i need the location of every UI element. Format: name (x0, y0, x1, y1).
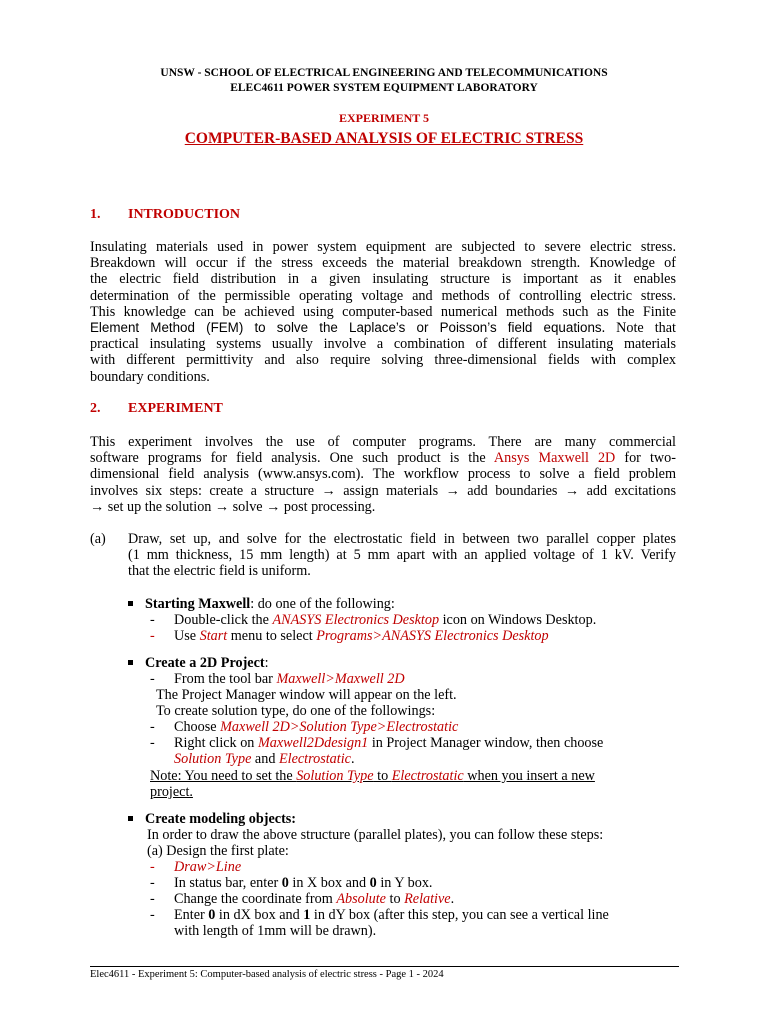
menu-reference: Electrostatic (391, 768, 464, 784)
starting-maxwell-bullet (128, 596, 395, 613)
step-line (150, 875, 432, 892)
note-text: when you insert a new (463, 768, 595, 784)
section-introduction-heading (90, 207, 240, 223)
step-line (174, 751, 355, 768)
paragraph-line: involves six steps: create a structure → assign materials → add boundaries → add excitations (90, 482, 676, 499)
section-experiment-heading (90, 401, 223, 417)
step-text: Double-click the (174, 612, 273, 628)
section-title: EXPERIMENT (128, 401, 223, 416)
step-text: Right click on (174, 735, 258, 751)
step-text: Choose (174, 719, 221, 735)
menu-reference: Solution Type (174, 751, 252, 767)
dash-marker: - (150, 859, 155, 875)
square-bullet-icon (128, 601, 133, 606)
dash-marker: - (150, 628, 155, 644)
step-line (150, 907, 609, 924)
paragraph-fragment: . Note that (601, 320, 676, 337)
ansys-maxwell-link: Ansys Maxwell 2D (493, 450, 616, 467)
note-text: to (373, 768, 392, 784)
step-text: in Project Manager window, then choose (368, 735, 604, 751)
bullet-title: Create modeling objects: (145, 811, 297, 827)
square-bullet-icon (128, 660, 133, 665)
section-title: INTRODUCTION (128, 207, 241, 222)
step-text: and (251, 751, 279, 767)
dash-marker: - (150, 612, 155, 628)
item-a-text (128, 531, 676, 580)
paragraph-line (90, 450, 676, 466)
fem-phrase: Element Method (FEM) to solve the Laplace’s or Poisson’s field equations (90, 320, 602, 336)
step-line (150, 859, 241, 876)
paragraph-line: determination of the permissible operating voltage and methods of controlling electric stress. (90, 287, 676, 304)
menu-reference: Start (199, 628, 228, 644)
step-value: 1 (303, 907, 311, 923)
step-line (150, 612, 596, 629)
section-number: 2. (90, 401, 101, 416)
page-footer: Elec4611 - Experiment 5: Computer-based analysis of electric stress - Page 1 - 2024 (90, 969, 444, 980)
step-line: with length of 1mm will be drawn). (174, 923, 377, 939)
paragraph-fragment: for two- (615, 450, 676, 467)
menu-reference: Absolute (336, 891, 386, 907)
step-value: 0 (208, 907, 216, 923)
paragraph-fragment: software programs for field analysis. One such product is the (90, 450, 494, 467)
step-text: icon on Windows Desktop. (439, 612, 597, 628)
paragraph-line: the electric field distribution in a given insulating structure is important as it enables (90, 271, 676, 288)
item-line: Draw, set up, and solve for the electrostatic field in between two parallel copper plates (128, 531, 676, 547)
paragraph-line (90, 320, 676, 336)
create-modeling-objects-bullet (128, 811, 296, 828)
dash-marker: - (150, 891, 155, 907)
note-text: Note: You need to set the (150, 768, 297, 784)
menu-reference: Draw>Line (174, 859, 242, 875)
menu-reference: Programs>ANASYS Electronics Desktop (316, 628, 549, 644)
bullet-title: Create a 2D Project (145, 655, 265, 671)
footer-divider (90, 966, 679, 967)
step-text: From the tool bar (174, 671, 277, 687)
school-header: UNSW - SCHOOL OF ELECTRICAL ENGINEERING AND TELECOMMUNICATIONS (160, 67, 608, 79)
paragraph-line: dimensional field analysis (www.ansys.com). The workflow process to solve a field problem (90, 466, 676, 483)
step-line: The Project Manager window will appear on the left. (156, 687, 457, 703)
create-2d-project-bullet (128, 655, 269, 672)
note-line: project. (150, 784, 193, 800)
item-line: that the electric field is uniform. (128, 563, 311, 580)
dash-marker: - (150, 671, 155, 687)
bullet-title: Starting Maxwell (145, 596, 251, 612)
menu-reference: Maxwell>Maxwell 2D (276, 671, 405, 687)
step-value: 0 (369, 875, 377, 891)
menu-reference: Maxwell 2D>Solution Type>Electrostatic (220, 719, 459, 735)
step-line: In order to draw the above structure (parallel plates), you can follow these steps: (147, 827, 604, 843)
experiment-title: COMPUTER-BASED ANALYSIS OF ELECTRIC STRESS (184, 130, 584, 147)
menu-reference: Solution Type (296, 768, 374, 784)
step-line (150, 671, 405, 688)
dash-marker: - (150, 907, 155, 923)
step-line: (a) Design the first plate: (147, 843, 289, 859)
step-text: in Y box. (376, 875, 433, 891)
step-line (150, 891, 454, 908)
step-text: . (450, 891, 455, 907)
lab-header: ELEC4611 POWER SYSTEM EQUIPMENT LABORATORY (230, 82, 538, 94)
paragraph-line: This experiment involves the use of computer programs. There are many commercial (90, 434, 676, 450)
menu-reference: Electrostatic (278, 751, 351, 767)
square-bullet-icon (128, 816, 133, 821)
item-label: (a) (90, 531, 106, 547)
step-text: In status bar, enter (174, 875, 282, 891)
bullet-suffix: : do one of the following: (250, 596, 395, 612)
step-text: . (350, 751, 355, 767)
step-text: Use (174, 628, 200, 644)
step-text: in dY box (after this step, you can see a vertical line (310, 907, 609, 923)
step-text: to (385, 891, 405, 907)
dash-marker: - (150, 875, 155, 891)
step-value: 0 (281, 875, 289, 891)
section-number: 1. (90, 207, 101, 222)
experiment-paragraph (90, 434, 676, 515)
paragraph-line: boundary conditions. (90, 368, 210, 385)
menu-reference: ANASYS Electronics Desktop (272, 612, 440, 628)
step-text: in X box and (288, 875, 370, 891)
step-line (150, 735, 603, 752)
step-line (150, 719, 458, 736)
paragraph-line: → set up the solution → solve → post processing. (90, 498, 376, 515)
note-line (150, 768, 595, 785)
step-text: in dX box and (215, 907, 304, 923)
step-text: menu to select (227, 628, 317, 644)
dash-marker: - (150, 735, 155, 751)
paragraph-line: This knowledge can be achieved using computer-based numerical methods such as the Finite (90, 303, 676, 320)
paragraph-line: practical insulating systems usually involve a combination of different insulating materials (90, 336, 676, 353)
paragraph-line: with different permittivity and also require solving three-dimensional fields with complex (90, 352, 676, 369)
menu-reference: Relative (404, 891, 451, 907)
paragraph-line: Insulating materials used in power system equipment are subjected to severe electric stress. (90, 239, 676, 255)
introduction-paragraph (90, 239, 676, 385)
dash-marker: - (150, 719, 155, 735)
menu-reference: Maxwell2Ddesign1 (257, 735, 369, 751)
step-text: Change the coordinate from (174, 891, 337, 907)
item-line: (1 mm thickness, 15 mm length) at 5 mm apart with an applied voltage of 1 kV. Verify (128, 547, 676, 564)
step-line (150, 628, 549, 645)
step-line: To create solution type, do one of the followings: (156, 703, 436, 719)
bullet-suffix: : (264, 655, 269, 671)
experiment-number: EXPERIMENT 5 (338, 111, 430, 125)
step-text: Enter (174, 907, 209, 923)
paragraph-line: Breakdown will occur if the stress exceeds the material breakdown strength. Knowledge of (90, 255, 676, 272)
